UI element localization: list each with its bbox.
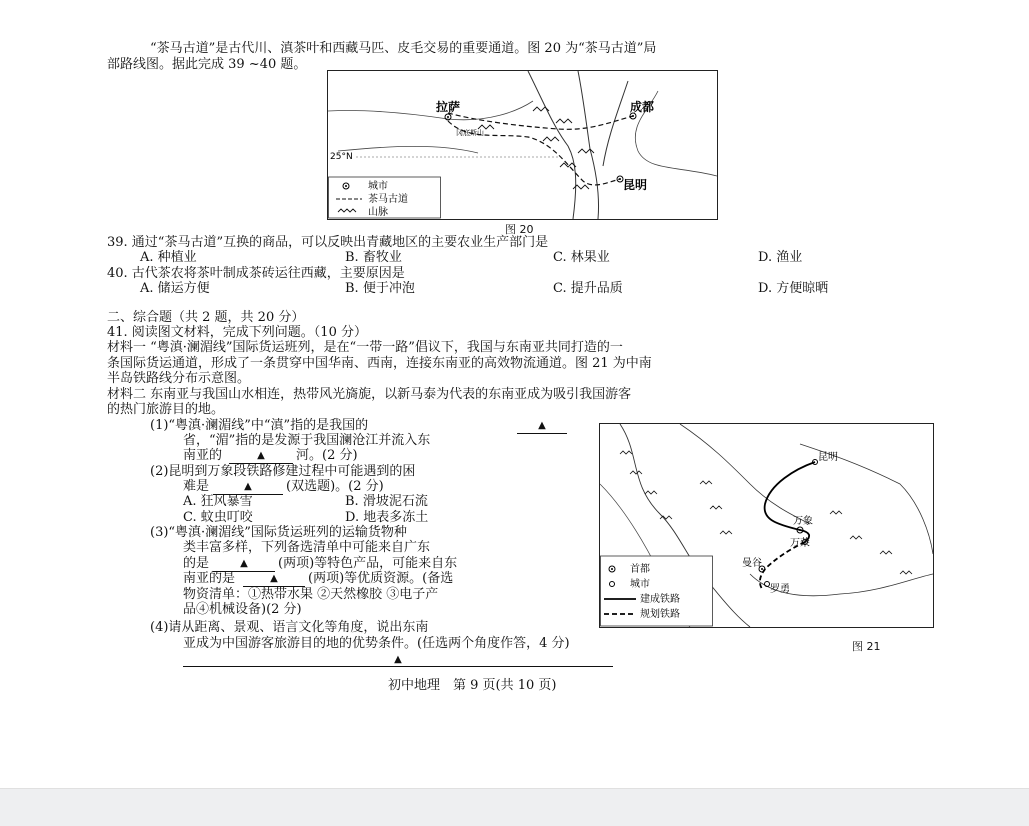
blank-southeast-asia: ▲ [243,571,305,587]
map-figure-21 [599,423,934,628]
legend-city-21: 城市 [630,579,650,590]
label-chengdu: 成都 [630,100,655,114]
caption-figure-20: 图 20 [505,223,534,236]
q39-option-c: C. 林果业 [553,250,610,265]
material-2-line-2: 的热门旅游目的地。 [107,402,225,417]
q40-option-b: B. 便于冲泡 [345,281,415,296]
label-vangvieng: 万荣 [790,538,810,549]
blank-answer-4: ▲ [183,652,613,667]
q39-stem: 39. 通过“茶马古道”互换的商品，可以反映出青藏地区的主要农业生产部门是 [107,235,549,250]
label-lat: 25°N [330,152,353,162]
label-kunming: 昆明 [623,178,648,192]
sub2-option-a: A. 狂风暴雪 [183,494,253,509]
page-footer: 初中地理 第 9 页(共 10 页) [388,678,557,693]
legend-mountain: 山脉 [368,207,388,218]
blank-guangdong: ▲ [213,556,275,572]
viewer-bottom-bar [0,788,1029,826]
sub3-line-3b: (两项)等特色产品，可能来自东 [278,556,458,571]
material-2-line-1: 材料二 东南亚与我国山水相连，热带风光旖旎，以新马泰为代表的东南亚成为吸引我国游客 [107,387,632,402]
q40-stem: 40. 古代茶农将茶叶制成茶砖运往西藏，主要原因是 [107,266,405,281]
sub1-line-3a: 南亚的 [183,448,223,463]
material-1-line-3: 半岛铁路线分布示意图。 [107,371,251,386]
legend-road: 茶马古道 [368,194,408,205]
material-1-line-2: 条国际货运通道，形成了一条贯穿中国华南、西南，连接东南亚的高效物流通道。图 21 为中南 [107,356,652,371]
label-vientiane: 万象 [793,516,813,527]
sub2-option-c: C. 蚊虫叮咬 [183,510,253,525]
sub3-line-1: (3)“粤滇·澜湄线”国际货运班列的运输货物种 [150,525,407,540]
caption-figure-21: 图 21 [852,640,881,653]
label-kunming-21: 昆明 [818,452,838,463]
q40-option-a: A. 储运方便 [140,281,210,296]
legend-capital: 首都 [630,564,650,575]
q40-option-d: D. 方便晾晒 [758,281,829,296]
sub3-line-4a: 南亚的是 [183,571,236,586]
sub2-option-d: D. 地表多冻土 [345,510,429,525]
sub3-line-6: 品④机械设备)(2 分) [183,602,302,617]
sub2-option-b: B. 滑坡泥石流 [345,494,428,509]
material-1-line-1: 材料一 “粤滇·澜湄线”国际货运班列，是在“一带一路”倡议下，我国与东南亚共同打造的一 [107,340,623,355]
sub4-line-2: 亚成为中国游客旅游目的地的优势条件。(任选两个角度作答，4 分) [183,636,570,651]
sub3-line-5: 物资清单：①热带水果 ②天然橡胶 ③电子产 [183,587,439,602]
q41-stem: 41. 阅读图文材料，完成下列问题。（10 分） [107,325,367,340]
sub1-line-1: (1)“粤滇·澜湄线”中“滇”指的是我国的 [150,418,369,433]
label-bangkok: 曼谷 [742,558,762,569]
sub2-line-2b: (双选题)。(2 分) [286,479,384,494]
legend-planned-railway: 规划铁路 [640,609,680,620]
sub1-line-3b: 河。(2 分) [296,448,358,463]
legend-built-railway: 建成铁路 [640,594,680,605]
sub3-line-4b: (两项)等优质资源。(备选 [308,571,454,586]
q39-option-a: A. 种植业 [140,250,197,265]
label-luang: 罗勇 [770,584,790,595]
legend-city: 城市 [368,181,388,192]
sub1-line-2: 省，“湄”指的是发源于我国澜沧江并流入东 [183,433,431,448]
blank-difficulty: ▲ [213,479,283,495]
blank-province: ▲ [517,418,567,434]
intro-line-2: 部路线图。据此完成 39 ~40 题。 [107,57,307,72]
intro-line-1: “茶马古道”是古代川、滇茶叶和西藏马匹、皮毛交易的重要通道。图 20 为“茶马古道”局 [150,41,657,56]
q40-option-c: C. 提升品质 [553,281,623,296]
sub3-line-2: 类丰富多样，下列备选清单中可能来自广东 [183,540,431,555]
sub3-line-3a: 的是 [183,556,210,571]
sub4-line-1: (4)请从距离、景观、语言文化等角度，说出东南 [150,620,429,635]
q39-option-d: D. 渔业 [758,250,803,265]
q39-option-b: B. 畜牧业 [345,250,402,265]
label-range: 冈底斯山 [456,129,484,137]
sub2-line-2a: 难是 [183,479,210,494]
label-lasa: 拉萨 [436,100,461,114]
map-figure-20 [327,70,718,220]
blank-river: ▲ [229,448,293,464]
sub2-line-1: (2)昆明到万象段铁路修建过程中可能遇到的困 [150,464,416,479]
section-2-title: 二、综合题（共 2 题，共 20 分） [107,310,305,325]
